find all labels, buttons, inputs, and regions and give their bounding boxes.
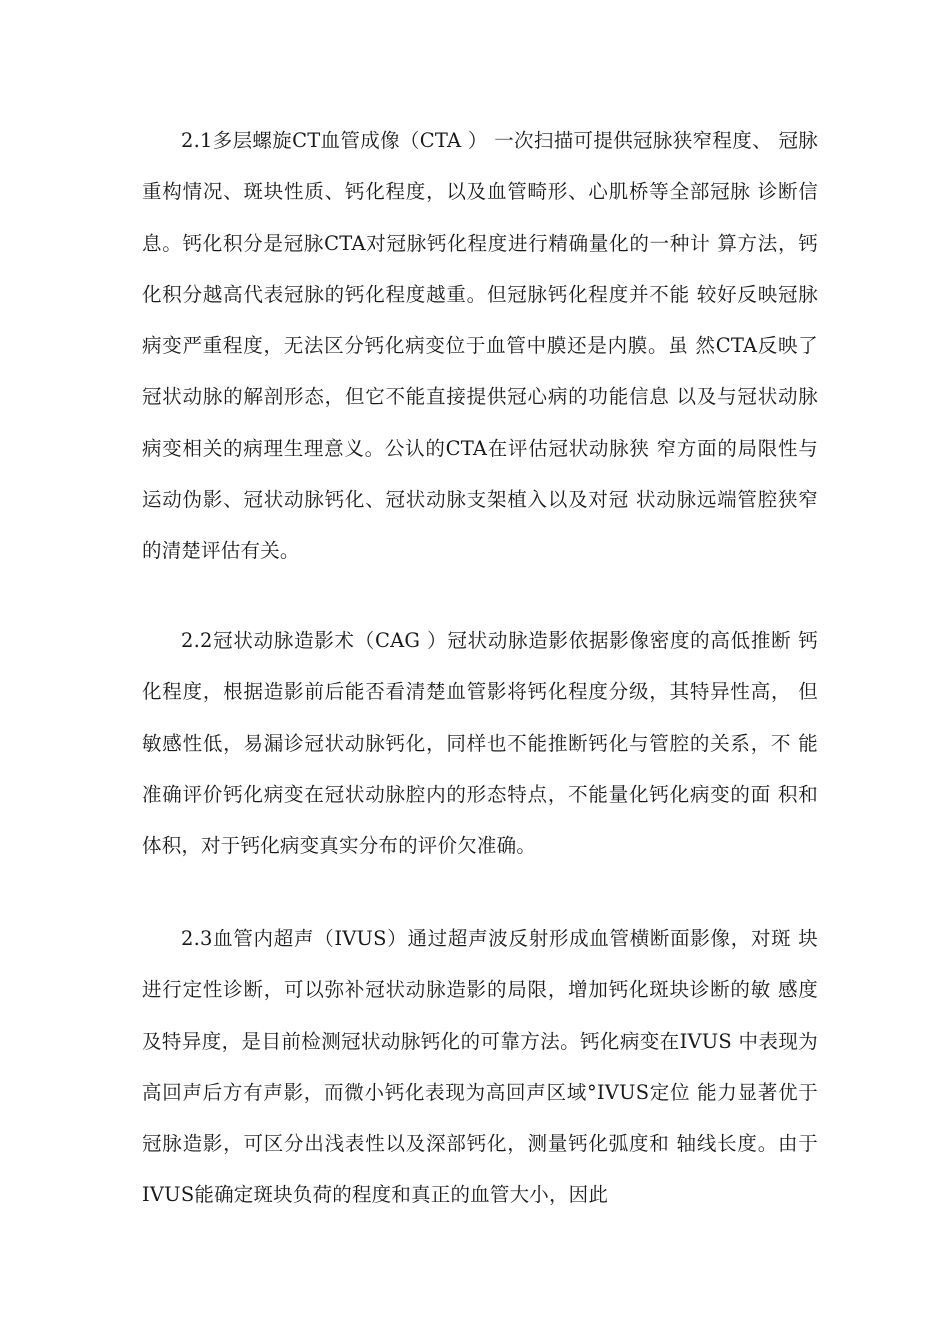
paragraph-cag: 2.2冠状动脉造影术（CAG ）冠状动脉造影依据影像密度的高低推断 钙化程度，根据造影前后能否看清楚血管影将钙化程度分级，其特异性高， 但敏感性低，易漏诊冠状动脉钙化，同样也不能推断钙化与管腔的关系，不 能准确评价钙化病变在冠状动脉腔内的形态特点，不能量化钙化病变的面 积和体积，对于钙化病变真实分布的评价欠准确。 (142, 629, 818, 858)
paragraph-cta: 2.1多层螺旋CT血管成像（CTA ） 一次扫描可提供冠脉狭窄程度、 冠脉重构情况、斑块性质、钙化程度，以及血管畸形、心肌桥等全部冠脉 诊断信息。钙化积分是冠脉CTA对冠脉钙化程度进行精确量化的一种计 算方法，钙化积分越高代表冠脉的钙化程度越重。但冠脉钙化程度并不能 较好反映冠脉病变严重程度，无法区分钙化病变位于血管中膜还是内膜。虽 然CTA反映了冠状动脉的解剖形态，但它不能直接提供冠心病的功能信息 以及与冠状动脉病变相关的病理生理意义。公认的CTA在评估冠状动脉狭 窄方面的局限性与运动伪影、冠状动脉钙化、冠状动脉支架植入以及对冠 状动脉远端管腔狭窄的清楚评估有关。 (142, 129, 818, 563)
paragraph-ivus: 2.3血管内超声（IVUS）通过超声波反射形成血管横断面影像，对斑 块进行定性诊断，可以弥补冠状动脉造影的局限，增加钙化斑块诊断的敏 感度及特异度，是目前检测冠状动脉钙化的可靠方法。钙化病变在IVUS 中表现为高回声后方有声影，而微小钙化表现为高回声区域°IVUS定位 能力显著优于冠脉造影，可区分出浅表性以及深部钙化，测量钙化弧度和 轴线长度。由于IVUS能确定斑块负荷的程度和真正的血管大小，因此 (142, 927, 818, 1207)
